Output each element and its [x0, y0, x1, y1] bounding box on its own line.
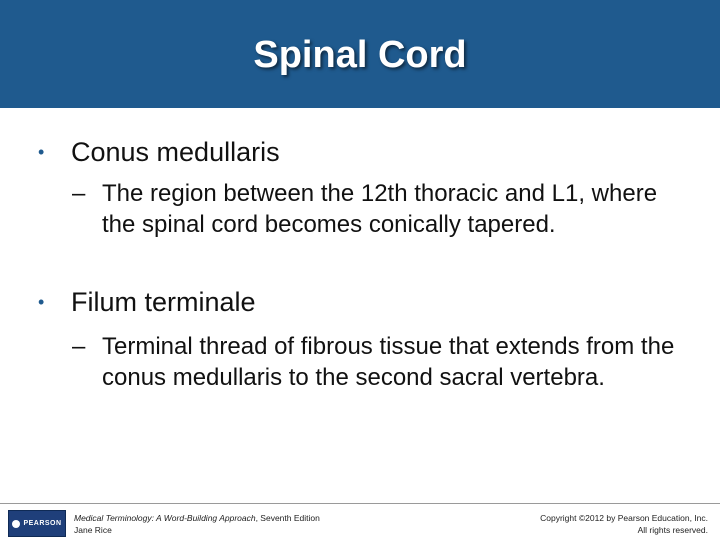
book-title: Medical Terminology: A Word-Building Approach	[74, 513, 256, 523]
copyright-text: Copyright ©2012 by Pearson Education, Inc.	[540, 513, 708, 523]
slide-title: Spinal Cord	[253, 34, 467, 76]
logo-wordmark: PEARSON	[23, 520, 62, 527]
dash-icon: –	[72, 180, 86, 207]
bullet-dot-icon: •	[38, 292, 45, 312]
book-edition: , Seventh Edition	[255, 513, 320, 523]
bullet-dot-icon: •	[38, 142, 45, 162]
pearson-logo	[8, 510, 66, 537]
rights-text: All rights reserved.	[637, 525, 708, 535]
footer-copyright	[540, 512, 708, 536]
bullet-label: Filum terminale	[71, 287, 256, 317]
dash-icon: –	[72, 333, 86, 360]
footer-book-info	[74, 512, 320, 536]
sub-bullet-text: Terminal thread of fibrous tissue that extends from the conus medullaris to the second sacral vertebra.	[102, 333, 675, 391]
bullet-label: Conus medullaris	[71, 137, 280, 167]
book-author: Jane Rice	[74, 525, 112, 535]
logo-mark-icon	[12, 520, 20, 528]
footer-divider	[0, 503, 720, 504]
sub-bullet-text: The region between the 12th thoracic and L1, where the spinal cord becomes conically tapered.	[102, 180, 658, 238]
